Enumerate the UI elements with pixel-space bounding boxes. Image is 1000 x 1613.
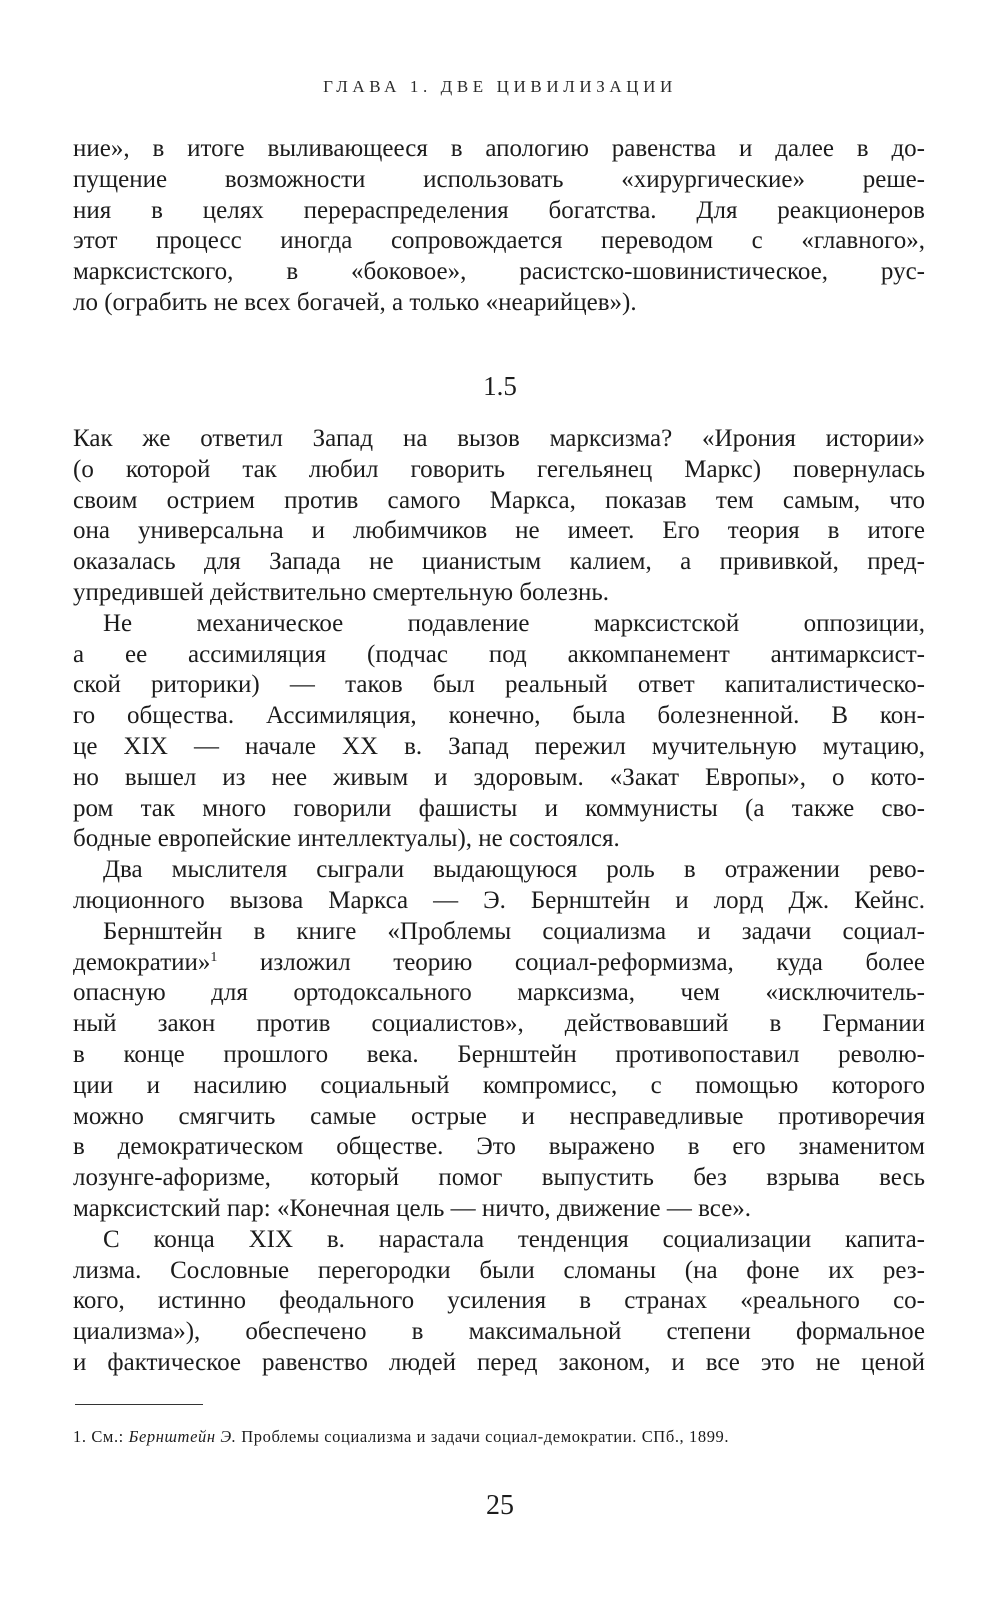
text-line: марксистский пар: «Конечная цель — ничто, движение — все». bbox=[73, 1194, 752, 1222]
text-line: (о которой так любил говорить гегельянец Маркс) повернулась bbox=[73, 455, 925, 483]
running-head: ГЛАВА 1. ДВЕ ЦИВИЛИЗАЦИИ bbox=[323, 77, 677, 96]
text-line: а ее ассимиляция (подчас под аккомпанемент антимарксист- bbox=[73, 640, 925, 668]
paragraph-continued bbox=[73, 134, 925, 319]
text-line: циализма»), обеспечено в максимальной степени формальное bbox=[73, 1318, 925, 1346]
text-line: лизма. Сословные перегородки были сломаны (на фоне их рез- bbox=[73, 1256, 925, 1284]
text-fragment: изложил теорию социал-реформизма, куда более bbox=[217, 948, 925, 976]
text-line: опасную для ортодоксального марксизма, чем «исключитель- bbox=[73, 979, 925, 1007]
footnote-reference[interactable]: 1 bbox=[210, 949, 218, 965]
text-line: Не механическое подавление марксистской оппозиции, bbox=[103, 609, 925, 637]
text-line: можно смягчить самые острые и несправедливые противоречия bbox=[73, 1102, 925, 1130]
text-line: ром так много говорили фашисты и коммунисты (а также сво- bbox=[73, 794, 925, 822]
text-line bbox=[73, 948, 925, 979]
paragraph bbox=[73, 1225, 925, 1379]
section-number: 1.5 bbox=[483, 371, 517, 401]
text-line: упредившей действительно смертельную болезнь. bbox=[73, 578, 610, 606]
text-line: Бернштейн в книге «Проблемы социализма и задачи социал- bbox=[103, 917, 925, 945]
text-line: це XIX — начале XX в. Запад пережил мучительную мутацию, bbox=[73, 732, 925, 760]
paragraph bbox=[73, 917, 925, 1225]
text-line: в конце прошлого века. Бернштейн противопоставил револю- bbox=[73, 1040, 925, 1068]
text-line: ло (ограбить не всех богачей, а только «неарийцев»). bbox=[73, 288, 637, 316]
text-line: люционного вызова Маркса — Э. Бернштейн и лорд Дж. Кейнс. bbox=[73, 886, 925, 914]
text-line: Как же ответил Запад на вызов марксизма? «Ирония истории» bbox=[73, 425, 925, 452]
footnote-text: Проблемы социализма и задачи социал-демократии. СПб., 1899. bbox=[241, 1427, 730, 1446]
text-line: она универсальна и любимчиков не имеет. Его теория в итоге bbox=[73, 517, 925, 545]
text-line: лозунге-афоризме, который помог выпустить без взрыва весь bbox=[73, 1164, 925, 1192]
text-line: оказалась для Запада не цианистым калием, а прививкой, пред- bbox=[73, 548, 925, 576]
footnote bbox=[73, 1426, 925, 1448]
text-line: кого, истинно феодального усиления в странах «реального со- bbox=[73, 1287, 925, 1315]
text-line: ния в целях перераспределения богатства. Для реакционеров bbox=[73, 196, 925, 224]
text-line: С конца XIX в. нарастала тенденция социализации капита- bbox=[103, 1225, 925, 1253]
text-line: в демократическом обществе. Это выражено в его знаменитом bbox=[73, 1133, 925, 1161]
text-line: го общества. Ассимиляция, конечно, была болезненной. В кон- bbox=[73, 702, 925, 730]
text-line: марксистского, в «боковое», расистско-шовинистическое, рус- bbox=[73, 258, 925, 286]
paragraph bbox=[73, 855, 925, 917]
text-line: и фактическое равенство людей перед законом, и все это не ценой bbox=[73, 1348, 925, 1376]
text-line: ние», в итоге выливающееся в апологию равенства и далее в до- bbox=[73, 135, 925, 162]
text-line: пущение возможности использовать «хирургические» реше- bbox=[73, 165, 925, 193]
text-line: своим острием против самого Маркса, показав тем самым, что bbox=[73, 486, 925, 514]
page-number: 25 bbox=[486, 1490, 514, 1521]
text-line: этот процесс иногда сопровождается переводом с «главного», bbox=[73, 227, 925, 255]
section-body bbox=[73, 424, 925, 1379]
footnote-divider bbox=[75, 1404, 203, 1405]
footnote-author: Бернштейн Э. bbox=[128, 1427, 237, 1446]
text-line: бодные европейские интеллектуалы), не состоялся. bbox=[73, 825, 620, 853]
text-fragment: демократии» bbox=[73, 948, 211, 976]
text-line: но вышел из нее живым и здоровым. «Закат Европы», о кото- bbox=[73, 763, 925, 791]
footnote-prefix: См.: bbox=[91, 1427, 124, 1446]
text-line: ный закон против социалистов», действовавший в Германии bbox=[73, 1010, 925, 1038]
paragraph bbox=[73, 609, 925, 855]
paragraph bbox=[73, 424, 925, 609]
text-line: ции и насилию социальный компромисс, с помощью которого bbox=[73, 1071, 925, 1099]
footnote-number: 1. bbox=[73, 1427, 87, 1446]
text-line: Два мыслителя сыграли выдающуюся роль в отражении рево- bbox=[103, 856, 925, 884]
text-line: ской риторики) — таков был реальный ответ капиталистическо- bbox=[73, 671, 925, 699]
